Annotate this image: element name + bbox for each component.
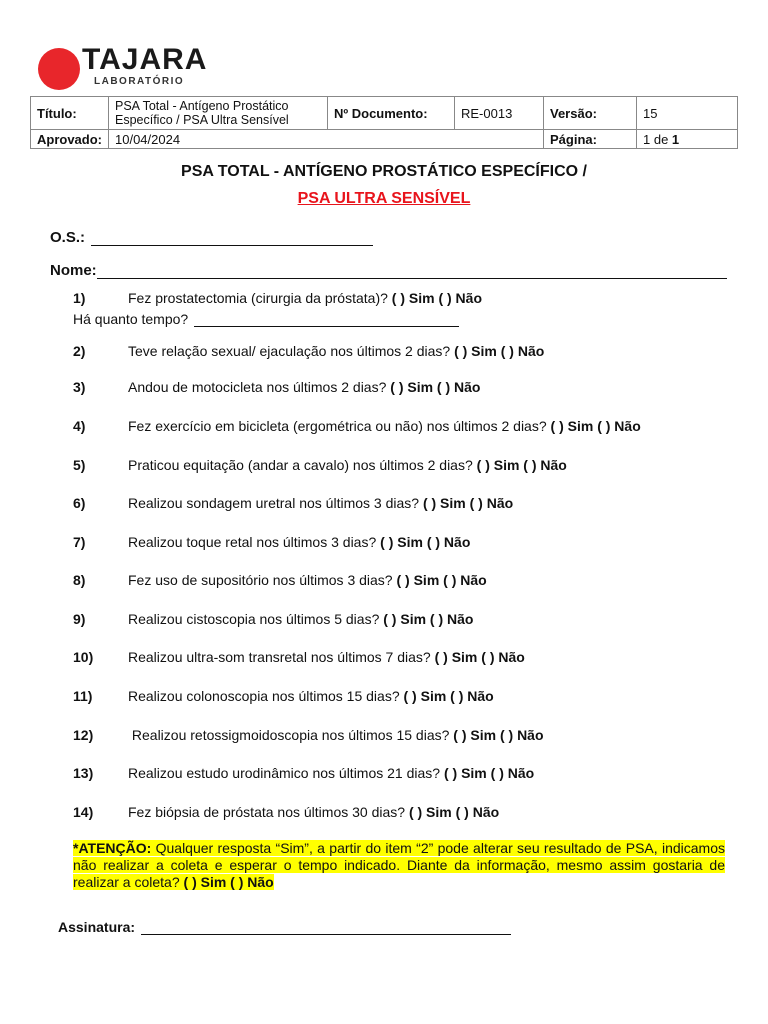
question-3[interactable]: 3) Andou de motocicleta nos últimos 2 dias? ( ) Sim ( ) Não — [73, 379, 481, 395]
question-5[interactable]: 5) Praticou equitação (andar a cavalo) nos últimos 2 dias? ( ) Sim ( ) Não — [73, 457, 567, 473]
question-11[interactable]: 11) Realizou colonoscopia nos últimos 15 dias? ( ) Sim ( ) Não — [73, 688, 494, 704]
company-logo — [38, 44, 238, 94]
logo-subtitle: LABORATÓRIO — [94, 76, 185, 87]
documento-label: Nº Documento: — [328, 97, 455, 130]
pagina-label: Página: — [544, 130, 637, 149]
tempo-input-line[interactable] — [194, 313, 459, 327]
titulo-value: PSA Total - Antígeno Prostático Específico / PSA Ultra Sensível — [109, 97, 328, 130]
question-1-subfield[interactable]: Há quanto tempo? — [73, 311, 459, 327]
question-9[interactable]: 9) Realizou cistoscopia nos últimos 5 dias? ( ) Sim ( ) Não — [73, 611, 474, 627]
os-input-line[interactable] — [91, 231, 373, 246]
titulo-label: Título: — [31, 97, 109, 130]
attention-text: Qualquer resposta “Sim”, a partir do item “2” pode alterar seu resultado de PSA, indicamos não realizar a coleta e esperar o tempo indicado. Diante da informação, mesmo assim gostaria de realizar a coleta? — [73, 840, 725, 890]
question-14[interactable]: 14) Fez biópsia de próstata nos últimos 30 dias? ( ) Sim ( ) Não — [73, 804, 500, 820]
versao-label: Versão: — [544, 97, 637, 130]
question-7[interactable]: 7) Realizou toque retal nos últimos 3 dias? ( ) Sim ( ) Não — [73, 534, 471, 550]
question-12[interactable]: 12) Realizou retossigmoidoscopia nos últimos 15 dias? ( ) Sim ( ) Não — [73, 727, 544, 743]
document-header-table — [30, 96, 738, 149]
os-field[interactable]: O.S.: — [50, 229, 373, 246]
question-2[interactable]: 2) Teve relação sexual/ ejaculação nos últimos 2 dias? ( ) Sim ( ) Não — [73, 343, 545, 359]
logo-circle-icon — [38, 48, 80, 90]
page-title: PSA TOTAL - ANTÍGENO PROSTÁTICO ESPECÍFICO / — [181, 163, 587, 180]
documento-value: RE-0013 — [455, 97, 544, 130]
question-8[interactable]: 8) Fez uso de supositório nos últimos 3 dias? ( ) Sim ( ) Não — [73, 572, 487, 588]
attention-notice — [73, 840, 725, 891]
signature-line[interactable] — [141, 921, 511, 935]
question-1[interactable]: 1) Fez prostatectomia (cirurgia da próstata)? ( ) Sim ( ) Não — [73, 290, 483, 306]
logo-name: TAJARA — [82, 43, 208, 76]
signature-field[interactable]: Assinatura: — [58, 919, 511, 935]
question-4[interactable]: 4) Fez exercício em bicicleta (ergométrica ou não) nos últimos 2 dias? ( ) Sim ( ) Não — [73, 418, 641, 434]
attention-label: *ATENÇÃO: — [73, 840, 152, 856]
aprovado-value: 10/04/2024 — [109, 130, 544, 149]
question-10[interactable]: 10) Realizou ultra-som transretal nos últimos 7 dias? ( ) Sim ( ) Não — [73, 649, 525, 665]
versao-value: 15 — [637, 97, 738, 130]
aprovado-label: Aprovado: — [31, 130, 109, 149]
nome-input-line[interactable] — [97, 264, 727, 279]
attention-options[interactable]: ( ) Sim ( ) Não — [183, 874, 274, 890]
page-subtitle: PSA ULTRA SENSÍVEL — [297, 190, 471, 207]
question-6[interactable]: 6) Realizou sondagem uretral nos últimos 3 dias? ( ) Sim ( ) Não — [73, 495, 514, 511]
question-13[interactable]: 13) Realizou estudo urodinâmico nos últimos 21 dias? ( ) Sim ( ) Não — [73, 765, 535, 781]
pagina-value: 1 de 1 — [637, 130, 738, 149]
nome-field[interactable]: Nome: — [50, 262, 727, 279]
